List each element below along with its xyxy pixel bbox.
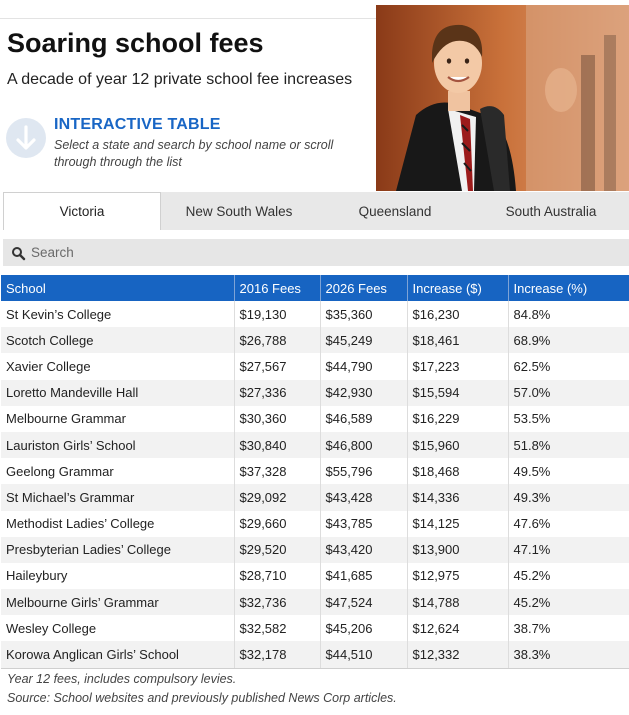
cell-2026-fees: $46,800 (320, 432, 407, 458)
cell-2016-fees: $27,567 (234, 353, 320, 379)
column-header-2026-fees[interactable]: 2026 Fees (320, 275, 407, 301)
cell-2016-fees: $29,660 (234, 511, 320, 537)
cell-school: Methodist Ladies’ College (1, 511, 234, 537)
cell-2016-fees: $32,178 (234, 641, 320, 668)
cell-school: Scotch College (1, 327, 234, 353)
cell-increase-percent: 68.9% (508, 327, 629, 353)
cell-school: Lauriston Girls’ School (1, 432, 234, 458)
state-tabs (3, 192, 629, 230)
cell-2026-fees: $43,420 (320, 537, 407, 563)
cell-increase-dollars: $12,624 (407, 615, 508, 641)
cell-increase-percent: 45.2% (508, 589, 629, 615)
interactive-table-label: INTERACTIVE TABLE (54, 116, 221, 133)
footnote: Year 12 fees, includes compulsory levies. (7, 672, 237, 686)
cell-2016-fees: $30,360 (234, 406, 320, 432)
cell-increase-percent: 49.3% (508, 484, 629, 510)
cell-increase-percent: 38.7% (513, 620, 551, 636)
table-header-row (1, 275, 629, 301)
fees-table (1, 275, 629, 669)
cell-school: Presbyterian Ladies’ College (1, 537, 234, 563)
cell-2016-fees: $32,582 (234, 615, 320, 641)
arrow-down-icon (6, 118, 46, 158)
cell-increase-dollars: $14,788 (407, 589, 508, 615)
table-row (1, 511, 629, 537)
search-input[interactable] (29, 245, 611, 260)
cell-increase-percent: 84.8% (513, 306, 551, 322)
table-row (1, 301, 629, 327)
table-row (1, 641, 629, 668)
cell-increase-percent: 57.0% (508, 380, 629, 406)
cell-2016-fees: $29,092 (234, 484, 320, 510)
cell-school: Haileybury (1, 563, 234, 589)
cell-2026-fees: $45,206 (320, 615, 407, 641)
cell-2016-fees: $37,328 (234, 458, 320, 484)
cell-2026-fees: $45,249 (320, 327, 407, 353)
cell-increase-dollars: $16,229 (407, 406, 508, 432)
cell-school: St Kevin’s College (1, 301, 234, 327)
column-header-school[interactable]: School (1, 275, 234, 301)
tab-victoria[interactable]: Victoria (3, 192, 161, 230)
cell-increase-dollars: $14,336 (407, 484, 508, 510)
source-note: Source: School websites and previously published News Corp articles. (7, 691, 397, 705)
cell-increase-dollars: $14,125 (407, 511, 508, 537)
table-row (1, 484, 629, 510)
table-row (1, 563, 629, 589)
cell-school: Melbourne Grammar (1, 406, 234, 432)
cell-increase-percent: 51.8% (508, 432, 629, 458)
cell-2016-fees: $30,840 (234, 432, 320, 458)
cell-increase-percent: 62.5% (513, 358, 551, 374)
cell-2026-fees: $43,428 (320, 484, 407, 510)
table-row (1, 353, 629, 379)
cell-increase-percent: 53.5% (513, 411, 551, 427)
table-row (1, 537, 629, 563)
cell-2026-fees: $43,785 (320, 511, 407, 537)
cell-2016-fees: $29,520 (234, 537, 320, 563)
cell-school: Korowa Anglican Girls’ School (1, 641, 234, 668)
cell-2026-fees: $46,589 (320, 406, 407, 432)
cell-2016-fees: $19,130 (234, 301, 320, 327)
cell-school: Xavier College (1, 353, 234, 379)
student-photo (376, 5, 629, 191)
cell-increase-percent: 49.5% (513, 463, 551, 479)
instructions-text: Select a state and search by school name or scroll through through the list (54, 138, 334, 169)
cell-increase-dollars: $15,594 (407, 380, 508, 406)
cell-2026-fees: $55,796 (320, 458, 407, 484)
cell-2026-fees: $47,524 (320, 589, 407, 615)
tab-queensland[interactable]: Queensland (358, 203, 432, 219)
search-icon (9, 243, 29, 263)
table-row (1, 406, 629, 432)
table-row (1, 432, 629, 458)
cell-2026-fees: $42,930 (320, 380, 407, 406)
top-divider (0, 18, 376, 19)
cell-increase-dollars: $12,975 (407, 563, 508, 589)
cell-2026-fees: $41,685 (320, 563, 407, 589)
cell-school: Geelong Grammar (1, 458, 234, 484)
cell-increase-percent: 47.6% (513, 516, 551, 532)
cell-increase-percent: 47.1% (508, 537, 629, 563)
cell-2016-fees: $26,788 (234, 327, 320, 353)
table-body (1, 301, 629, 668)
tab-south-australia[interactable]: South Australia (505, 203, 597, 219)
cell-increase-percent: 45.2% (513, 568, 551, 584)
cell-increase-dollars: $17,223 (407, 353, 508, 379)
column-header-2016-fees[interactable]: 2016 Fees (234, 275, 320, 301)
cell-2026-fees: $44,510 (320, 641, 407, 668)
table-row (1, 458, 629, 484)
cell-2016-fees: $32,736 (234, 589, 320, 615)
column-header-increase-dollars[interactable]: Increase ($) (407, 275, 508, 301)
cell-school: Melbourne Girls’ Grammar (1, 589, 234, 615)
cell-increase-dollars: $18,468 (407, 458, 508, 484)
cell-school: Wesley College (1, 615, 234, 641)
cell-increase-dollars: $13,900 (407, 537, 508, 563)
table-row (1, 327, 629, 353)
cell-2016-fees: $28,710 (234, 563, 320, 589)
cell-school: St Michael’s Grammar (1, 484, 234, 510)
tab-new-south-wales[interactable]: New South Wales (185, 203, 293, 219)
cell-increase-dollars: $12,332 (407, 641, 508, 668)
page-subtitle: A decade of year 12 private school fee increases (7, 71, 353, 88)
page-title: Soaring school fees (7, 28, 264, 58)
column-header-increase-percent[interactable]: Increase (%) (508, 275, 629, 301)
search-bar (3, 239, 629, 266)
table-row (1, 380, 629, 406)
cell-increase-percent: 38.3% (508, 641, 629, 668)
table-row (1, 589, 629, 615)
cell-school: Loretto Mandeville Hall (1, 380, 234, 406)
cell-2026-fees: $35,360 (320, 301, 407, 327)
cell-increase-dollars: $16,230 (407, 301, 508, 327)
cell-2016-fees: $27,336 (234, 380, 320, 406)
cell-2026-fees: $44,790 (320, 353, 407, 379)
cell-increase-dollars: $15,960 (407, 432, 508, 458)
table-row (1, 615, 629, 641)
cell-increase-dollars: $18,461 (407, 327, 508, 353)
